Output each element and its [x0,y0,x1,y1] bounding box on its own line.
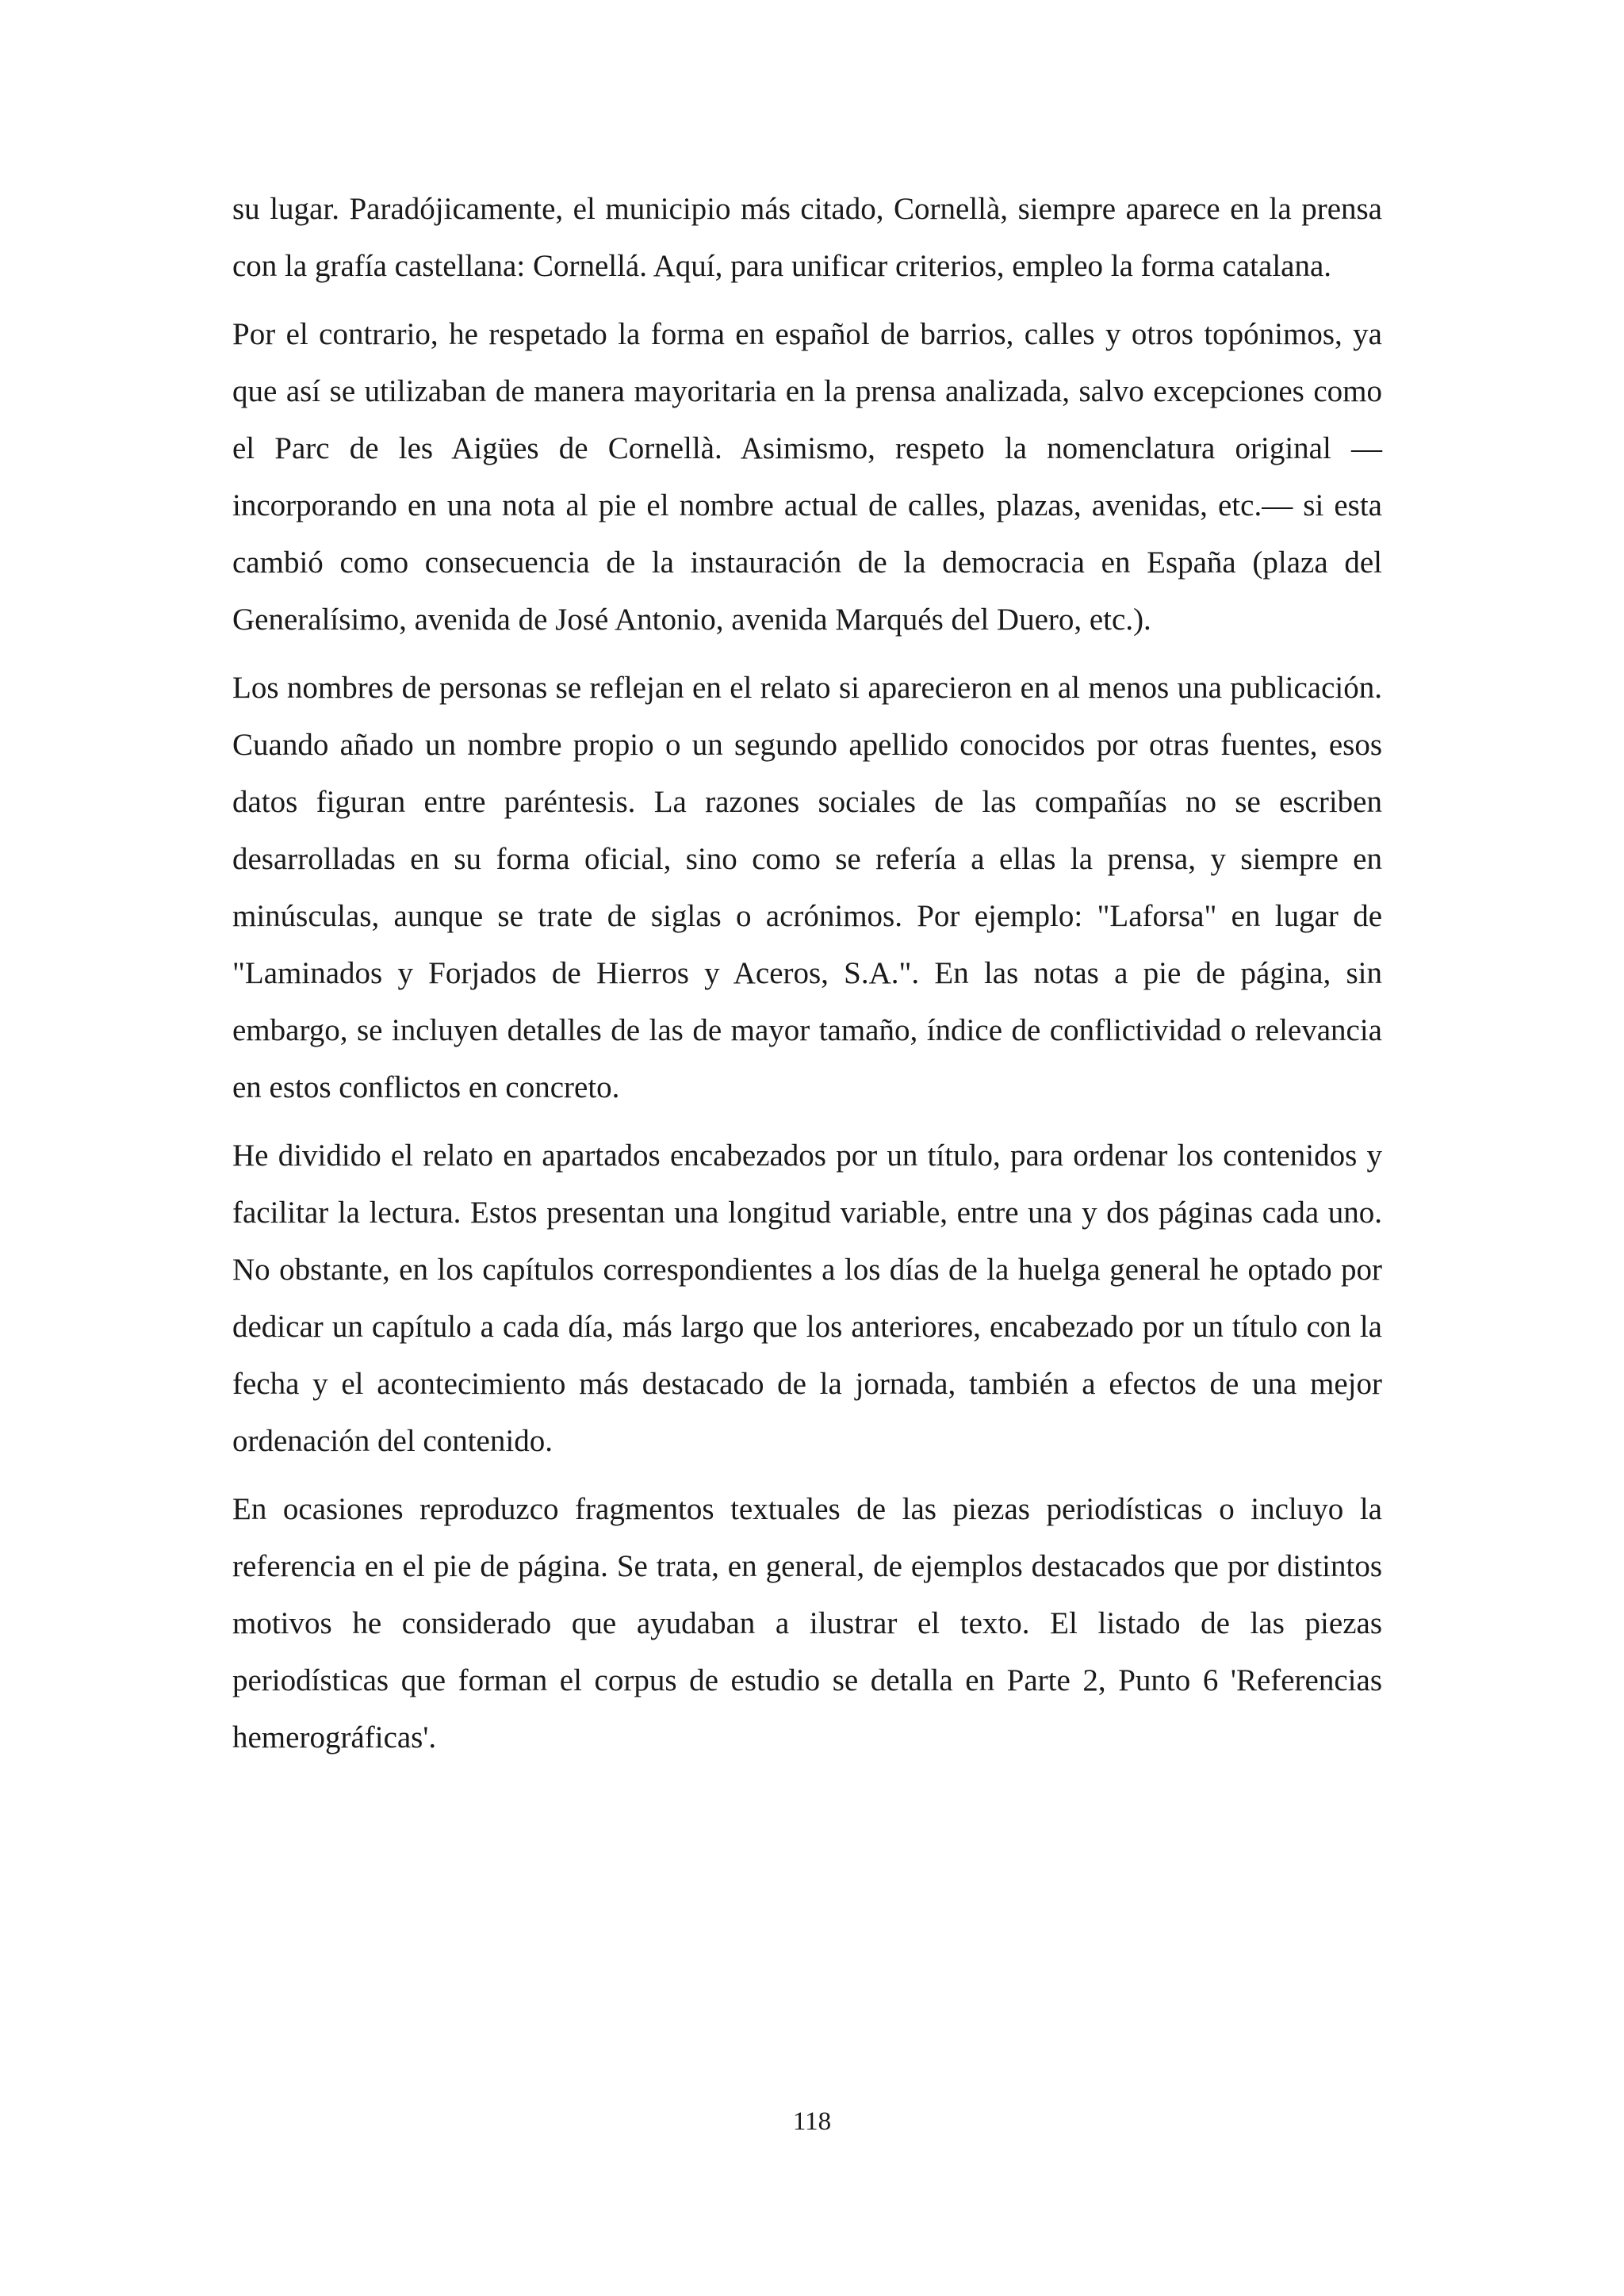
paragraph-4: He dividido el relato en apartados encabezados por un título, para ordenar los contenidos y facilitar la lectura. Estos presentan una longitud variable, entre una y dos páginas cada uno. No obstante, en los capítulos correspondientes a los días de la huelga general he optado por dedicar un capítulo a cada día, más largo que los anteriores, encabezado por un título con la fecha y el acontecimiento más destacado de la jornada, también a efectos de una mejor ordenación del contenido. [232,1138,1382,1458]
body-text [232,181,1382,1777]
paragraph-5: En ocasiones reproduzco fragmentos textuales de las piezas periodísticas o incluyo la referencia en el pie de página. Se trata, en general, de ejemplos destacados que por distintos motivos he considerado que ayudaban a ilustrar el texto. El listado de las piezas periodísticas que forman el corpus de estudio se detalla en Parte 2, Punto 6 'Referencias hemerográficas'. [232,1492,1382,1755]
paragraph-2: Por el contrario, he respetado la forma en español de barrios, calles y otros topónimos, ya que así se utilizaban de manera mayoritaria en la prensa analizada, salvo excepciones como el Parc de les Aigües de Cornellà. Asimismo, respeto la nomenclatura original —incorporando en una nota al pie el nombre actual de calles, plazas, avenidas, etc.— si esta cambió como consecuencia de la instauración de la democracia en España (plaza del Generalísimo, avenida de José Antonio, avenida Marqués del Duero, etc.). [232,317,1382,637]
page-number: 118 [792,2107,832,2136]
paragraph-1: su lugar. Paradójicamente, el municipio más citado, Cornellà, siempre aparece en la prensa con la grafía castellana: Cornellá. Aquí, para unificar criterios, empleo la forma catalana. [232,192,1382,283]
paragraph-3: Los nombres de personas se reflejan en el relato si aparecieron en al menos una publicación. Cuando añado un nombre propio o un segundo apellido conocidos por otras fuentes, esos datos figuran entre paréntesis. La razones sociales de las compañías no se escriben desarrolladas en su forma oficial, sino como se refería a ellas la prensa, y siempre en minúsculas, aunque se trate de siglas o acrónimos. Por ejemplo: "Laforsa" en lugar de "Laminados y Forjados de Hierros y Aceros, S.A.". En las notas a pie de página, sin embargo, se incluyen detalles de las de mayor tamaño, índice de conflictividad o relevancia en estos conflictos en concreto. [232,671,1382,1104]
